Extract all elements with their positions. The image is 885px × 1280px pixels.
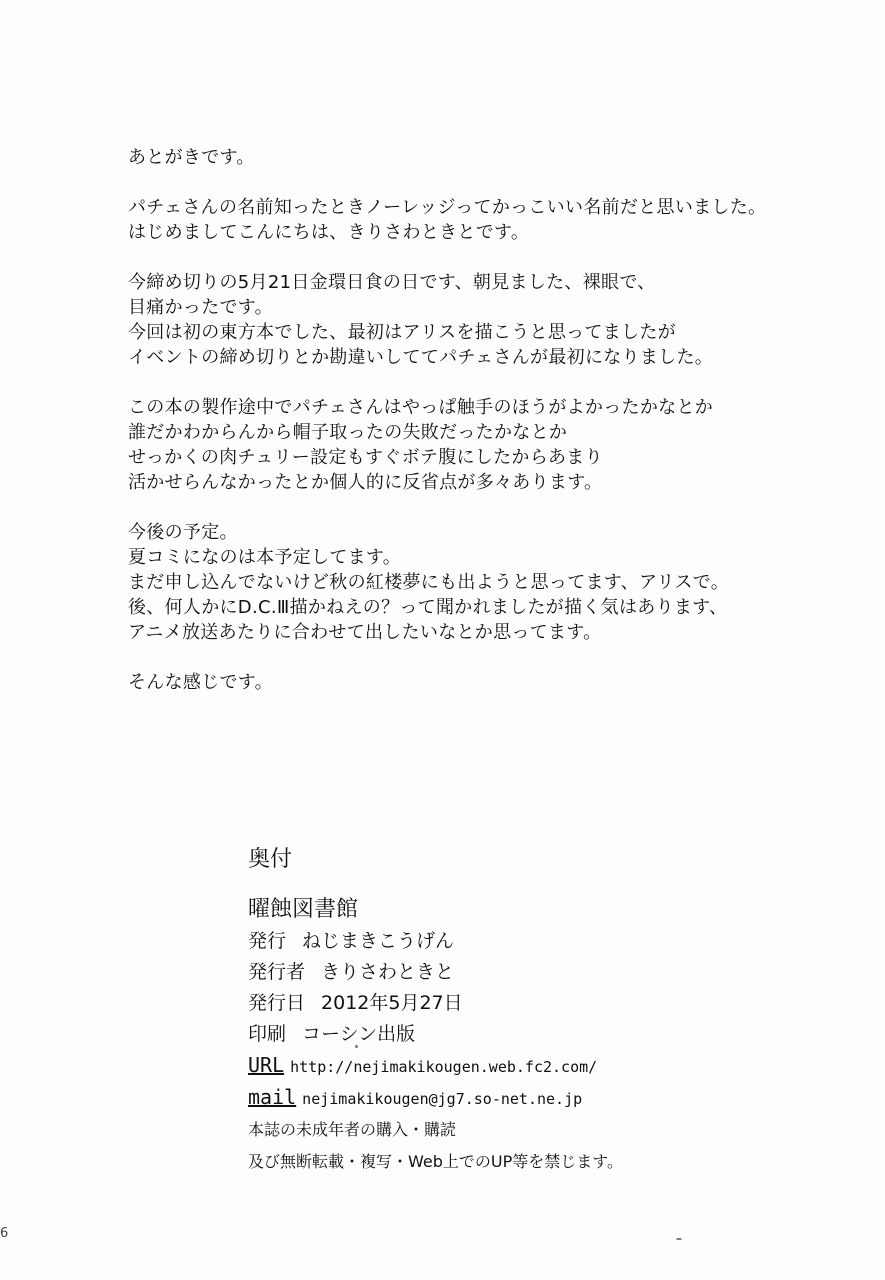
issuer-value: きりさわときと [321, 961, 455, 983]
afterword-paragraph [128, 145, 868, 170]
issuer-label: 発行者 [248, 961, 306, 983]
colophon-section [248, 845, 868, 1179]
afterword-line: 今後の予定。 [128, 522, 238, 543]
afterword-paragraph [128, 395, 868, 495]
afterword-paragraph [128, 270, 868, 370]
mail-label: mail [248, 1085, 297, 1109]
afterword-line: パチェさんの名前知ったときノーレッジってかっこいい名前だと思いました。 [128, 197, 767, 218]
afterword-line: 誰だかわからんから帽子取ったの失敗だったかなとか [128, 422, 568, 443]
afterword-paragraph [128, 520, 868, 645]
printer-row [248, 1020, 868, 1048]
afterword-line: 活かせらんなかったとか個人的に反省点が多々あります。 [128, 472, 603, 493]
notice-line: 本誌の未成年者の購入・購読 [248, 1120, 457, 1139]
notice-line: 及び無断転載・複写・Web上でのUP等を禁じます。 [248, 1152, 623, 1171]
afterword-line: 夏コミになのは本予定してます。 [128, 547, 402, 568]
afterword-line: アニメ放送あたりに合わせて出したいなとか思ってます。 [128, 622, 602, 643]
afterword-line: イベントの締め切りとか勘違いしててパチェさんが最初になりました。 [128, 347, 714, 368]
afterword-paragraph [128, 195, 868, 245]
afterword-line: あとがきです。 [128, 147, 255, 168]
afterword-line: 今締め切りの5月21日金環日食の日です、朝見ました、裸眼で、 [128, 272, 656, 293]
scan-speck [676, 1238, 682, 1240]
afterword-paragraph [128, 670, 868, 695]
afterword-line: 目痛かったです。 [128, 297, 273, 318]
date-row [248, 989, 868, 1017]
afterword-section [128, 145, 868, 720]
afterword-line: せっかくの肉チュリー設定もすぐボテ腹にしたからあまり [128, 447, 603, 468]
date-value: 2012年5月27日 [321, 992, 463, 1014]
printer-label: 印刷 [248, 1023, 287, 1045]
afterword-line: 後、何人かにD.C.Ⅲ描かねえの？って聞かれましたが描く気はあります、 [128, 597, 728, 618]
afterword-line: そんな感じです。 [128, 672, 273, 693]
page-number: 6 [0, 1226, 9, 1241]
url-value[interactable]: http://nejimakikougen.web.fc2.com/ [290, 1058, 598, 1076]
issuer-row [248, 958, 868, 986]
afterword-line: はじめましてこんにちは、きりさわときとです。 [128, 222, 530, 243]
publisher-label: 発行 [248, 930, 287, 952]
colophon-heading: 奥付 [248, 847, 293, 872]
circle-name: 曜蝕図書館 [248, 897, 359, 922]
publisher-value: ねじまきこうげん [302, 930, 455, 952]
url-row [248, 1051, 868, 1081]
mail-value[interactable]: nejimakikougen@jg7.so-net.ne.jp [302, 1090, 583, 1108]
scan-speck [355, 1045, 358, 1048]
publisher-row [248, 927, 868, 955]
date-label: 発行日 [248, 992, 306, 1014]
url-label: URL [248, 1053, 285, 1077]
afterword-line: まだ申し込んでないけど秋の紅楼夢にも出ようと思ってます、アリスで。 [128, 572, 730, 593]
afterword-line: 今回は初の東方本でした、最初はアリスを描こうと思ってましたが [128, 322, 676, 343]
mail-row [248, 1083, 868, 1113]
afterword-line: この本の製作途中でパチェさんはやっぱ触手のほうがよかったかなとか [128, 397, 714, 418]
printer-value: コーシン出版 [302, 1023, 416, 1045]
